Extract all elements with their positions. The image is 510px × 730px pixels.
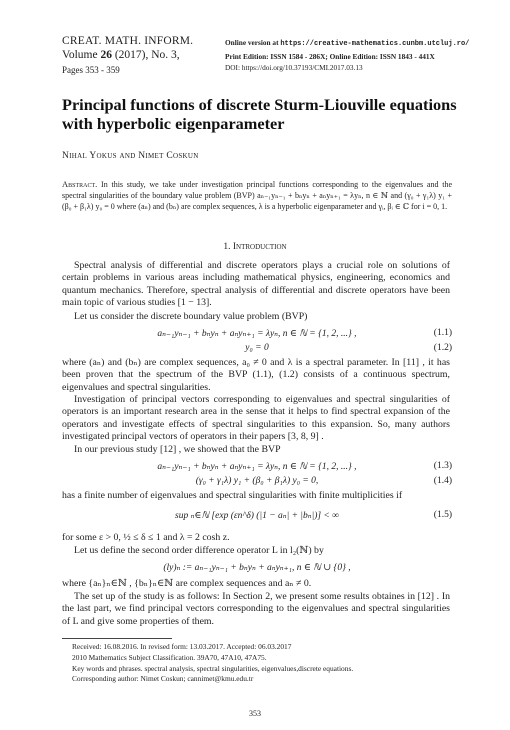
paragraph-8: Let us define the second order difference operator L in l₂(ℕ) by — [74, 545, 324, 556]
footnote-keywords: Key words and phrases. spectral analysis, spectral singularities, eigenvalues,discrete equations. — [72, 663, 354, 673]
abstract-text: In this study, we take under investigation principal functions corresponding to the eigenvalues and the spectral singularities of the boundary value problem (BVP) aₙ₋₁yₙ₋₁ + bₙyₙ + aₙyₙ₊₁ = λyₙ, n ∈ ℕ and (γ₀ + γ₁λ) y₁ + (β₀ + β₁λ) y₀ = 0 where (aₙ) and (bₙ) are complex sequences, λ is a hyperbolic eigenparameter and γᵢ, βᵢ ∈ ℂ for i = 0, 1. — [62, 180, 452, 212]
online-version: Online version at https://creative-mathematics.cunbm.utcluj.ro/ — [225, 38, 470, 48]
doi-link[interactable]: DOI: https://doi.org/10.37193/CMI.2017.03.13 — [225, 63, 363, 73]
online-url-link[interactable]: https://creative-mathematics.cunbm.utcluj.ro/ — [280, 40, 470, 48]
journal-name: CREAT. MATH. INFORM. — [62, 35, 194, 47]
paragraph-5: In our previous study [12] , we showed that the BVP — [74, 444, 281, 455]
page-number: 353 — [249, 709, 261, 718]
publication-info — [225, 37, 495, 74]
paper-authors: Nihal Yokus and Nimet Coskun — [62, 151, 199, 161]
equation-1-5: sup ₙ∈ℕ [exp (εn^δ) (|1 − aₙ| + |bₙ|)] < ∞ (1.5) — [175, 510, 452, 521]
equation-1-3: aₙ₋₁yₙ₋₁ + bₙyₙ + aₙyₙ₊₁ = λyₙ, n ∈ ℕ = {1, 2, ...} , (1.3) — [157, 461, 452, 472]
paragraph-10: The set up of the study is as follows: In Section 2, we present some results obtaines in [12] . In the last part, we find principal vectors corresponding to the eigenvalues and spectral singularities of L and give some properties of them. — [62, 591, 450, 627]
equation-1-2: y₀ = 0 (1.2) — [245, 343, 452, 353]
paragraph-1: Spectral analysis of differential and discrete operators plays a crucial role on solutions of certain problems in various areas including mathematical physics, engineering, economics and quantum mechanics. Therefore, spectral analysis of differential and discrete operators have been main topic of various studies [1 − 13]. — [62, 260, 450, 309]
footnote-msc: 2010 Mathematics Subject Classification. 39A70, 47A10, 47A75. — [72, 652, 267, 662]
section-heading: 1. Introduction — [223, 242, 287, 252]
footnotes — [62, 642, 452, 685]
equation-operator: (ly)ₙ := aₙ₋₁yₙ₋₁ + bₙyₙ + aₙyₙ₊₁, n ∈ ℕ ∪ {0} , — [163, 563, 351, 573]
paragraph-3: where (aₙ) and (bₙ) are complex sequences, a₀ ≠ 0 and λ is a spectral parameter. In [11] , it has been proven that the spectrum of the BVP (1.1), (1.2) consists of a continuous spectrum, eigenvalues and spectral singularities. — [62, 357, 450, 393]
paragraph-4: Investigation of principal vectors corresponding to eigenvalues and spectral singularities of operators is an important research area in the sense that it helps to find spectral expansion of the operators and investigate effects of spectral singularities to this expansion. So, many authors investigated principal vectors of operators in their papers [3, 8, 9] . — [62, 394, 450, 443]
paper-title: Principal functions of discrete Sturm-Liouville equations with hyperbolic eigenparameter — [62, 95, 457, 133]
issn-line: Print Edition: ISSN 1584 - 286X; Online Edition: ISSN 1843 - 441X — [225, 51, 435, 61]
equation-1-4: (γ₀ + γ₁λ) y₁ + (β₀ + β₁λ) y₀ = 0, (1.4) — [195, 476, 452, 486]
journal-volume: Volume 26 (2017), No. 3, — [62, 49, 180, 61]
footnote-corresponding: Corresponding author: Nimet Coskun; cannimet@kmu.edu.tr — [72, 674, 254, 684]
paragraph-2: Let us consider the discrete boundary value problem (BVP) — [74, 311, 308, 322]
paragraph-7: for some ε > 0, ½ ≤ δ ≤ 1 and λ = 2 cosh z. — [62, 532, 230, 543]
equation-1-1: aₙ₋₁yₙ₋₁ + bₙyₙ + aₙyₙ₊₁ = λyₙ, n ∈ ℕ = {1, 2, ...} , (1.1) — [157, 328, 452, 339]
abstract-label: Abstract. — [62, 179, 98, 189]
footnote-received: Received: 16.08.2016. In revised form: 13.03.2017. Accepted: 06.03.2017 — [72, 642, 292, 651]
footnote-rule — [62, 638, 172, 639]
journal-pages: Pages 353 - 359 — [62, 65, 120, 75]
paragraph-6: has a finite number of eigenvalues and spectral singularities with finite multiplicities if — [62, 490, 403, 501]
journal-header — [62, 34, 222, 77]
paragraph-9: where {aₙ}ₙ∈ℕ , {bₙ}ₙ∈ℕ are complex sequences and aₙ ≠ 0. — [62, 578, 312, 589]
abstract — [62, 179, 452, 213]
